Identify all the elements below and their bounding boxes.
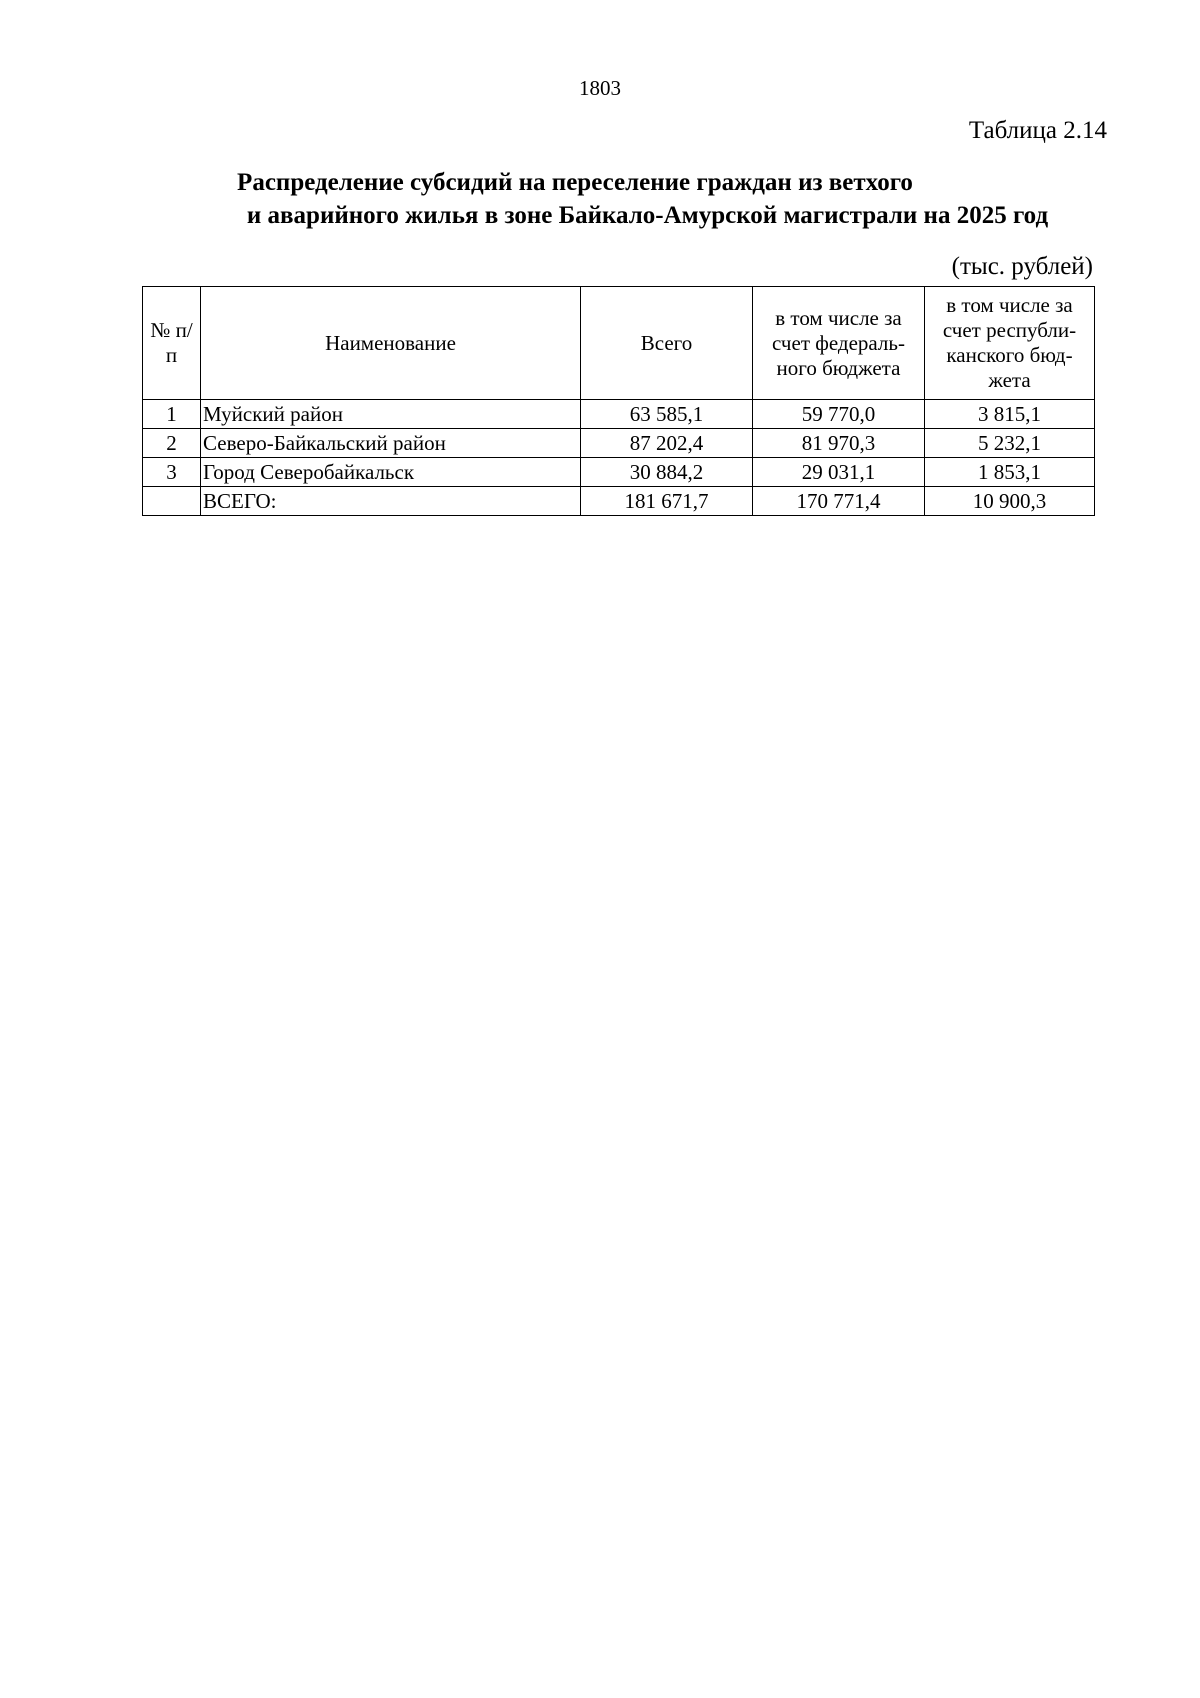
table-label: Таблица 2.14 xyxy=(968,117,1107,144)
table-row xyxy=(143,429,1095,458)
units-label: (тыс. рублей) xyxy=(951,253,1093,280)
header-name: Наименование xyxy=(201,287,581,400)
table-row xyxy=(143,400,1095,429)
cell-republic: 3 815,1 xyxy=(925,400,1095,429)
total-label: ВСЕГО: xyxy=(201,487,581,516)
cell-num: 1 xyxy=(143,400,201,429)
cell-total: 30 884,2 xyxy=(581,458,753,487)
header-total: Всего xyxy=(581,287,753,400)
cell-republic: 5 232,1 xyxy=(925,429,1095,458)
cell-num: 3 xyxy=(143,458,201,487)
table-row xyxy=(143,458,1095,487)
header-republic: в том числе за счет республи-канского бюд-жета xyxy=(925,287,1095,400)
cell-name: Город Северобайкальск xyxy=(201,458,581,487)
cell-num: 2 xyxy=(143,429,201,458)
header-num: № п/п xyxy=(143,287,201,400)
page-number: 1803 xyxy=(579,76,621,100)
total-row xyxy=(143,487,1095,516)
table-header-row xyxy=(143,287,1095,400)
cell-name: Муйский район xyxy=(201,400,581,429)
document-title xyxy=(0,166,1200,232)
cell-republic: 1 853,1 xyxy=(925,458,1095,487)
title-line-1: Распределение субсидий на переселение граждан из ветхого xyxy=(237,169,913,196)
cell-total: 63 585,1 xyxy=(581,400,753,429)
total-total: 181 671,7 xyxy=(581,487,753,516)
total-num xyxy=(143,487,201,516)
cell-federal: 81 970,3 xyxy=(753,429,925,458)
cell-name: Северо-Байкальский район xyxy=(201,429,581,458)
total-republic: 10 900,3 xyxy=(925,487,1095,516)
cell-federal: 29 031,1 xyxy=(753,458,925,487)
header-federal: в том числе за счет федераль-ного бюджета xyxy=(753,287,925,400)
cell-federal: 59 770,0 xyxy=(753,400,925,429)
title-line-2: и аварийного жилья в зоне Байкало-Амурской магистрали на 2025 год xyxy=(246,202,1049,229)
cell-total: 87 202,4 xyxy=(581,429,753,458)
subsidy-table xyxy=(142,286,1095,516)
total-federal: 170 771,4 xyxy=(753,487,925,516)
